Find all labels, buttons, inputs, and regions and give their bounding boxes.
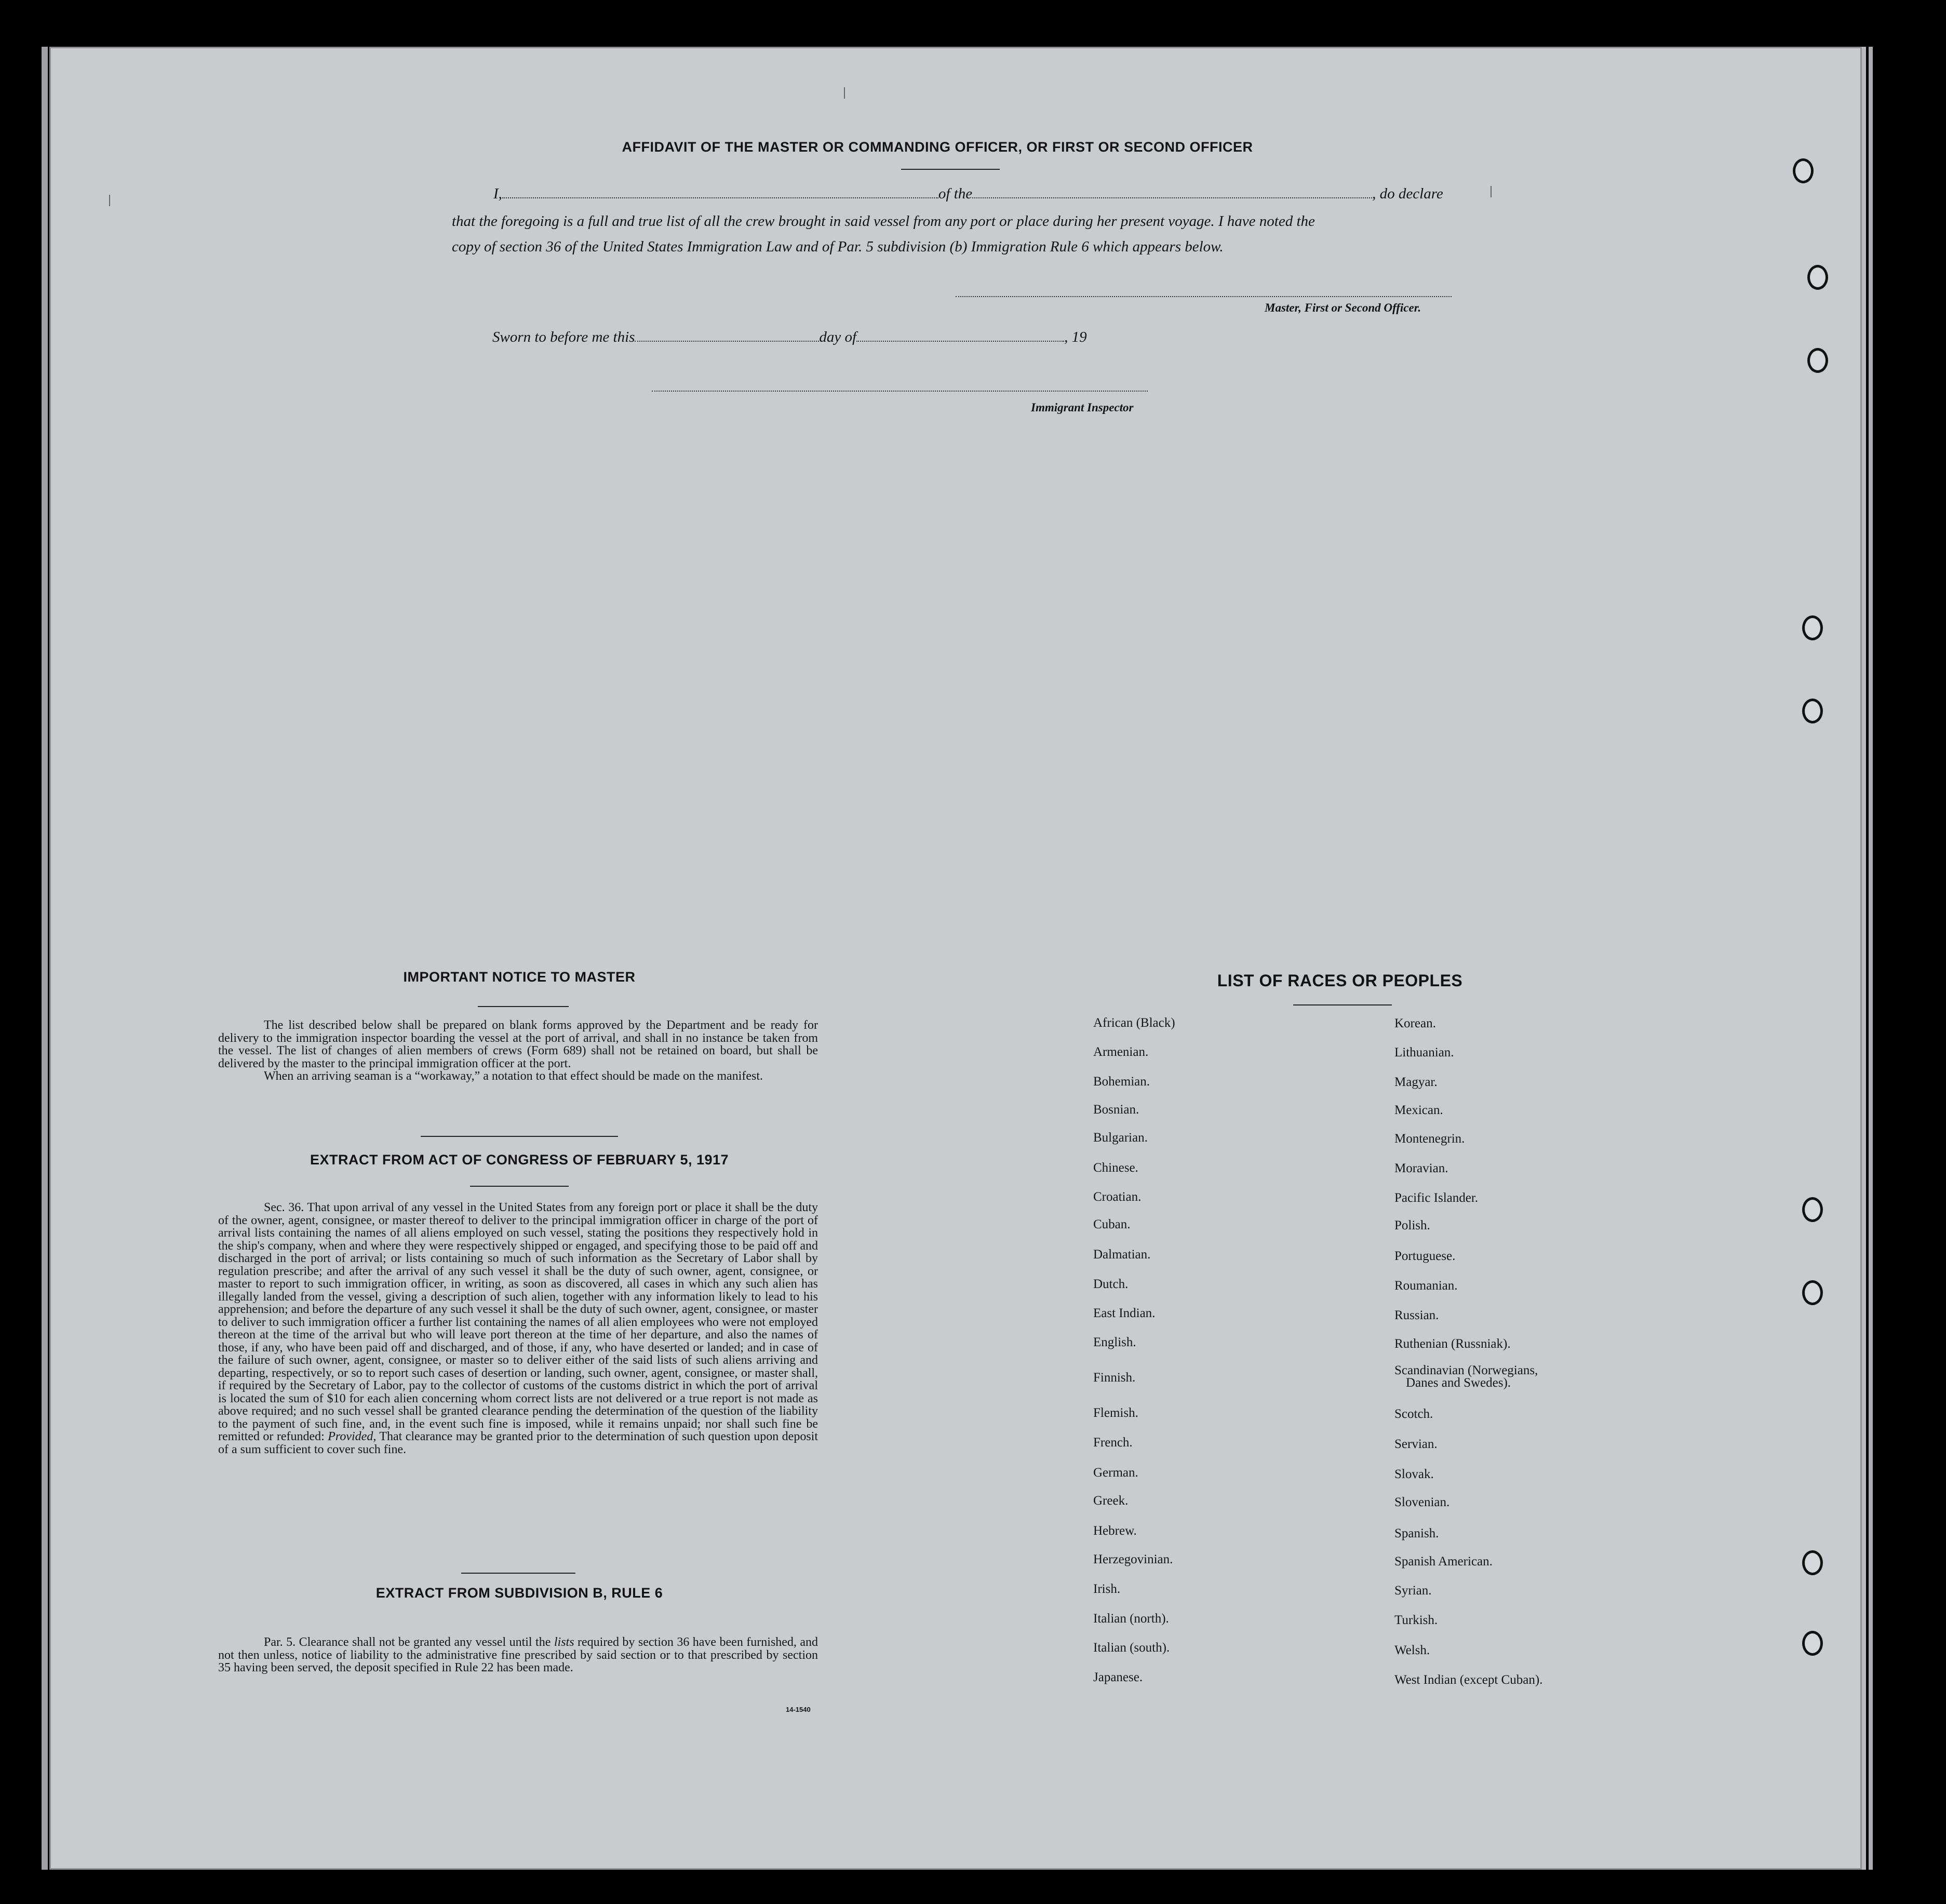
- race-item: Korean.: [1394, 1016, 1436, 1030]
- race-item: Greek.: [1093, 1494, 1129, 1508]
- race-item: Hebrew.: [1093, 1524, 1137, 1538]
- do-declare-label: , do declare: [1372, 185, 1443, 202]
- race-item: Spanish American.: [1394, 1554, 1493, 1568]
- affidavit-line-1: [493, 185, 1443, 203]
- inspector-caption: Immigrant Inspector: [1031, 401, 1134, 414]
- race-item: East Indian.: [1093, 1306, 1156, 1320]
- race-item: Italian (south).: [1093, 1641, 1170, 1655]
- binder-hole-icon: [1802, 1197, 1823, 1222]
- binder-hole-icon: [1802, 699, 1823, 723]
- rule-text-a: Par. 5. Clearance shall not be granted any vessel until the: [264, 1635, 551, 1649]
- notice-body: [218, 1019, 818, 1083]
- rule-extract-body: [218, 1636, 818, 1674]
- sworn-prefix: Sworn to before me this: [492, 329, 635, 345]
- race-item: Italian (north).: [1093, 1612, 1169, 1626]
- section-rule: [421, 1136, 618, 1137]
- race-item: Japanese.: [1093, 1670, 1143, 1684]
- races-title: LIST OF RACES OR PEOPLES: [1217, 971, 1463, 990]
- binder-hole-icon: [1793, 158, 1814, 183]
- form-number: 14-1540: [786, 1706, 811, 1713]
- race-item: Servian.: [1394, 1437, 1438, 1451]
- rule-lists: lists: [554, 1635, 574, 1649]
- race-item: Ruthenian (Russniak).: [1394, 1337, 1511, 1351]
- race-item: Lithuanian.: [1394, 1045, 1454, 1060]
- race-item: Magyar.: [1394, 1075, 1438, 1089]
- race-item: Syrian.: [1394, 1584, 1432, 1598]
- act-extract-body: [218, 1201, 818, 1456]
- inspector-signature-line[interactable]: [652, 391, 1148, 392]
- race-item: Scotch.: [1394, 1407, 1433, 1421]
- section-rule-2: [461, 1573, 575, 1574]
- race-item: Armenian.: [1093, 1045, 1149, 1059]
- race-item: Welsh.: [1394, 1643, 1430, 1657]
- race-item: Dutch.: [1093, 1277, 1129, 1291]
- race-item: Croatian.: [1093, 1190, 1142, 1204]
- stray-mark: [1491, 186, 1492, 197]
- race-item: Dalmatian.: [1093, 1248, 1151, 1262]
- act-text-a: Sec. 36. That upon arrival of any vessel in the United States from any foreign port or place it shall be the duty of the owner, agent, consignee, or master thereof to deliver to the principal immigration officer in charge of the port of arrival lists containing the names of all aliens employed on such vessel, stating the positions they respectively hold in the ship's company, when and where they were respectively shipped or engaged, and specifying those to be paid off and discharged in the port of arrival; or lists containing so much of such information as the Secretary of Labor shall by regulation prescribe; and after the arrival of any such vessel it shall be the duty of such owner, agent, consignee, or master to report to such immigration officer, in writing, as soon as discovered, all cases in which any such alien has illegally landed from the vessel, giving a description of such alien, together with any information likely to lead to his apprehension; and before the departure of any such vessel it shall be the duty of such owner, agent, consignee, or master to deliver to such immigration officer a further list containing the names of all alien employees who were not employed thereon at the time of the arrival but who will leave port thereon at the time of her departure, and also the names of those, if any, who have been paid off and discharged, and of those, if any, who have deserted or landed; and in case of the failure of such owner, agent, consignee, or master so to deliver either of the said lists of such aliens arriving and departing, respectively, or so to report such cases of desertion or landing, such owner, agent, consignee, or master shall, if required by the Secretary of Labor, pay to the collector of customs of the customs district in which the port of arrival is located the sum of $10 for each alien concerning whom correct lists are not delivered or a true report is not made as above required; and no such vessel shall be granted clearance pending the determination of the question of the liability to the payment of such fine, and, in the event such fine is imposed, while it remains unpaid; nor shall such fine be remitted or refunded:: [218, 1201, 818, 1443]
- act-provided: Provided,: [328, 1430, 377, 1443]
- notice-rule: [478, 1006, 569, 1007]
- year-label: , 19: [1064, 329, 1087, 345]
- race-item: Scandinavian (Norwegians,: [1394, 1363, 1538, 1377]
- race-item: Cuban.: [1093, 1217, 1131, 1231]
- race-item: Bosnian.: [1093, 1103, 1139, 1117]
- affidavit-line-3: copy of section 36 of the United States Immigration Law and of Par. 5 subdivision (b) Immigration Rule 6 which appears below.: [452, 238, 1224, 255]
- race-item: Bohemian.: [1093, 1075, 1150, 1089]
- page-edge-right-outer: [1869, 47, 1873, 1870]
- affidavit-i-label: I,: [493, 185, 502, 202]
- race-item: German.: [1093, 1466, 1138, 1480]
- race-item: Russian.: [1394, 1308, 1439, 1322]
- binder-hole-icon: [1802, 1631, 1823, 1656]
- vessel-blank[interactable]: [972, 187, 1372, 198]
- month-blank[interactable]: [856, 330, 1064, 342]
- rule-extract-title: EXTRACT FROM SUBDIVISION B, RULE 6: [375, 1585, 663, 1601]
- notice-title: IMPORTANT NOTICE TO MASTER: [403, 969, 636, 985]
- notice-paragraph-1: The list described below shall be prepared on blank forms approved by the Department and be ready for delivery to the immigration inspector boarding the vessel at the port of arrival, and shall in no instance be taken from the vessel. The list of changes of alien members of crews (Form 689) shall not be retained on board, but shall be delivered by the master to the principal immigration officer at the port.: [218, 1018, 818, 1070]
- race-item: Portuguese.: [1394, 1249, 1456, 1263]
- race-item: Mexican.: [1394, 1103, 1443, 1117]
- race-item: Spanish.: [1394, 1526, 1439, 1540]
- races-title-rule: [1293, 1004, 1392, 1005]
- race-item: Flemish.: [1093, 1406, 1138, 1420]
- race-item: Pacific Islander.: [1394, 1191, 1479, 1205]
- master-signature-line[interactable]: [956, 296, 1452, 297]
- race-item-continued: Danes and Swedes).: [1406, 1376, 1511, 1390]
- binder-hole-icon: [1802, 1550, 1823, 1575]
- act-extract-title: EXTRACT FROM ACT OF CONGRESS OF FEBRUARY 5, 1917: [310, 1152, 729, 1168]
- stray-mark: [844, 87, 845, 99]
- race-item: Slovak.: [1394, 1467, 1434, 1481]
- act-title-rule: [470, 1186, 569, 1187]
- race-item: West Indian (except Cuban).: [1394, 1673, 1543, 1687]
- race-item: Polish.: [1394, 1218, 1430, 1232]
- binder-hole-icon: [1802, 1280, 1823, 1305]
- day-blank[interactable]: [635, 330, 819, 342]
- sworn-line: [492, 329, 1087, 346]
- master-caption: Master, First or Second Officer.: [1265, 301, 1421, 314]
- race-item: English.: [1093, 1335, 1136, 1349]
- race-item: French.: [1093, 1436, 1133, 1450]
- race-item: Chinese.: [1093, 1161, 1138, 1175]
- rule-text-b: required by section 36 have been furnished, and not then unless, notice of liability to the administrative fine prescribed by said section or to that prescribed by section 35 having been served, the deposit specified in Rule 22 has been made.: [218, 1635, 818, 1674]
- race-item: Montenegrin.: [1394, 1132, 1465, 1146]
- race-item: Roumanian.: [1394, 1279, 1458, 1293]
- race-item: Finnish.: [1093, 1371, 1136, 1385]
- binder-hole-icon: [1802, 615, 1823, 640]
- race-item: Herzegovinian.: [1093, 1552, 1173, 1566]
- notice-paragraph-2: When an arriving seaman is a “workaway,” a notation to that effect should be made on the manifest.: [264, 1069, 763, 1083]
- day-of-label: day of: [819, 329, 857, 345]
- page-edge-left: [42, 47, 48, 1870]
- name-blank[interactable]: [502, 187, 938, 198]
- act-text-b: That clearance may be granted prior to the determination of such question upon deposit of a sum sufficient to cover such fine.: [218, 1430, 818, 1456]
- binder-hole-icon: [1807, 265, 1828, 290]
- race-item: Turkish.: [1394, 1613, 1438, 1627]
- title-rule: [901, 169, 1000, 170]
- race-item: Irish.: [1093, 1582, 1121, 1596]
- page-edge-right: [1862, 47, 1866, 1870]
- binder-hole-icon: [1807, 348, 1828, 373]
- race-item: Moravian.: [1394, 1161, 1448, 1175]
- affidavit-line-2: that the foregoing is a full and true list of all the crew brought in said vessel from any port or place during her present voyage. I have noted the: [452, 213, 1315, 230]
- race-item: African (Black): [1093, 1016, 1175, 1030]
- of-the-label: of the: [938, 185, 973, 202]
- affidavit-title: AFFIDAVIT OF THE MASTER OR COMMANDING OFFICER, OR FIRST OR SECOND OFFICER: [622, 139, 1253, 155]
- race-item: Bulgarian.: [1093, 1131, 1148, 1145]
- race-item: Slovenian.: [1394, 1495, 1450, 1509]
- stray-mark: [109, 195, 110, 206]
